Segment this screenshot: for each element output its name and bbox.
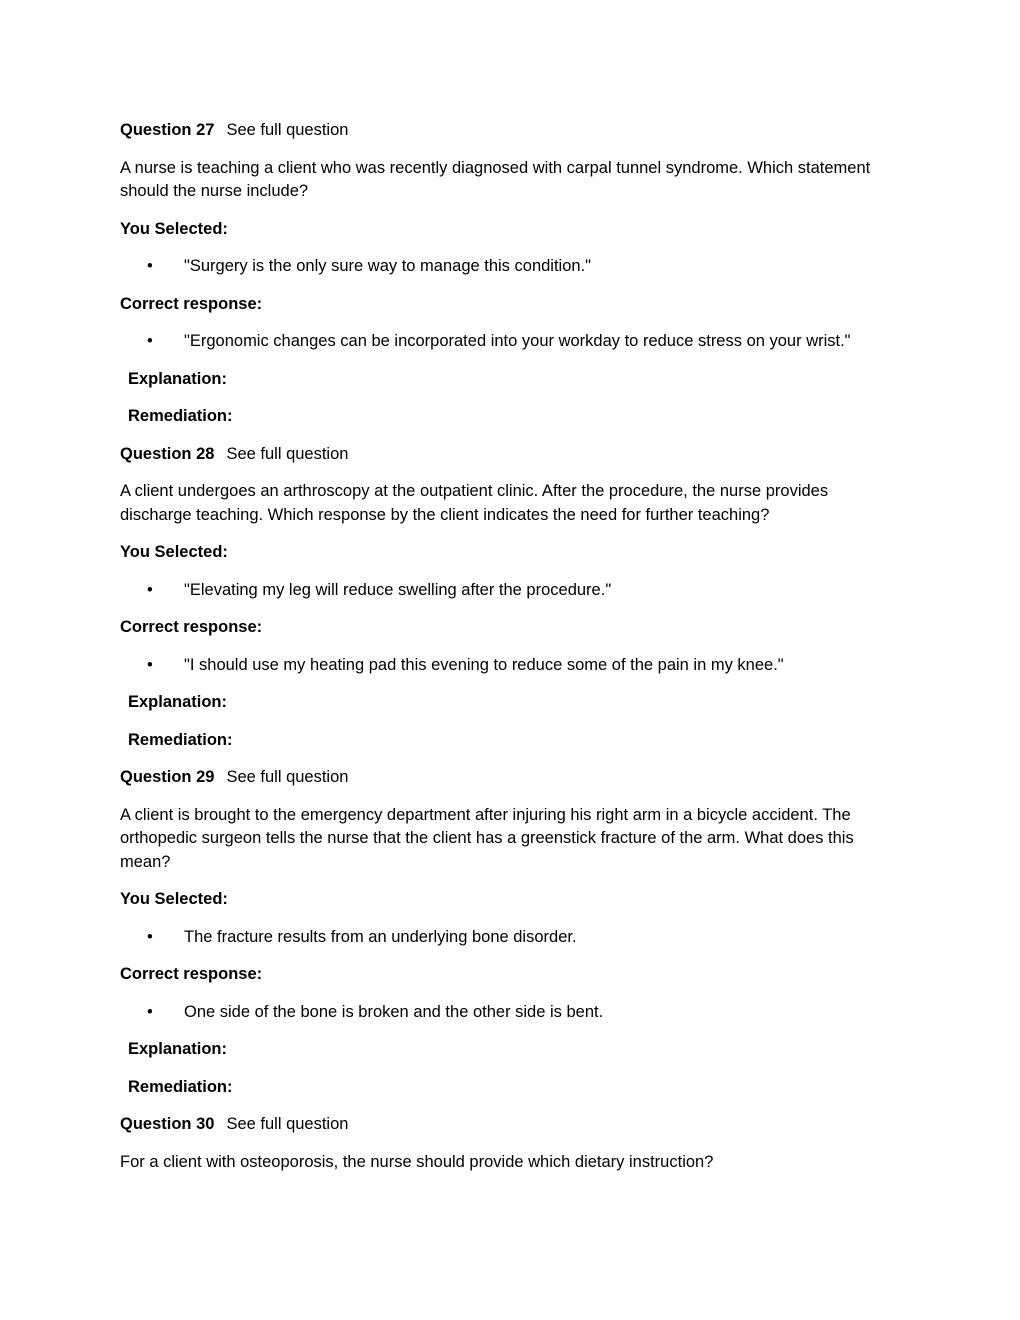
you-selected-label: You Selected:	[120, 219, 228, 238]
see-full-question-link[interactable]: See full question	[226, 121, 349, 139]
question-block	[120, 1113, 892, 1174]
you-selected-label: You Selected:	[120, 890, 228, 908]
explanation-label: Explanation:	[128, 693, 228, 711]
question-header	[120, 1113, 892, 1137]
question-block	[120, 443, 892, 753]
remediation-label: Remediation:	[128, 407, 233, 425]
see-full-question-link[interactable]: See full question	[226, 768, 349, 786]
you-selected-label: You Selected:	[120, 543, 228, 561]
question-list	[120, 119, 892, 1188]
correct-answer	[120, 654, 892, 678]
question-text: For a client with osteoporosis, the nurse should provide which dietary instruction?	[120, 1152, 714, 1171]
bullet-icon: •	[147, 655, 153, 674]
question-number: Question 30	[120, 1115, 215, 1133]
see-full-question-link[interactable]: See full question	[226, 1115, 349, 1133]
bullet-icon: •	[147, 580, 153, 599]
bullet-icon: •	[147, 332, 153, 350]
question-header	[120, 443, 892, 467]
question-text: A nurse is teaching a client who was recently diagnosed with carpal tunnel syndrome. Which statement should the nurse include?	[120, 158, 871, 200]
selected-answer-text: "Elevating my leg will reduce swelling after the procedure."	[184, 580, 612, 599]
question-block	[120, 766, 892, 1099]
correct-answer-text: One side of the bone is broken and the other side is bent.	[184, 1002, 604, 1021]
correct-answer-text: "Ergonomic changes can be incorporated into your workday to reduce stress on your wrist."	[184, 332, 851, 350]
correct-response-label: Correct response:	[120, 965, 263, 983]
question-text: A client is brought to the emergency department after injuring his right arm in a bicycle accident. The orthopedic surgeon tells the nurse that the client has a greenstick fracture of the arm. What does this mean?	[120, 805, 854, 871]
remediation-label: Remediation:	[128, 1077, 233, 1096]
selected-answer	[120, 926, 892, 950]
selected-answer	[120, 579, 892, 603]
correct-response-label: Correct response:	[120, 294, 263, 313]
question-number: Question 27	[120, 121, 215, 139]
question-header	[120, 119, 892, 143]
explanation-label: Explanation:	[128, 1040, 228, 1058]
correct-answer	[120, 1001, 892, 1025]
question-header	[120, 766, 892, 790]
remediation-label: Remediation:	[128, 730, 233, 749]
correct-answer	[120, 330, 892, 354]
question-block	[120, 119, 892, 429]
question-number: Question 29	[120, 768, 215, 786]
explanation-label: Explanation:	[128, 369, 228, 388]
correct-response-label: Correct response:	[120, 618, 263, 636]
see-full-question-link[interactable]: See full question	[226, 444, 349, 463]
bullet-icon: •	[147, 1002, 153, 1021]
selected-answer-text: "Surgery is the only sure way to manage this condition."	[184, 257, 592, 275]
selected-answer	[120, 255, 892, 279]
correct-answer-text: "I should use my heating pad this evening to reduce some of the pain in my knee."	[184, 655, 784, 674]
bullet-icon: •	[147, 927, 153, 946]
question-text: A client undergoes an arthroscopy at the outpatient clinic. After the procedure, the nurse provides discharge teaching. Which response by the client indicates the need for further teaching?	[120, 482, 829, 524]
selected-answer-text: The fracture results from an underlying bone disorder.	[184, 927, 577, 946]
question-number: Question 28	[120, 444, 215, 463]
bullet-icon: •	[147, 257, 153, 275]
